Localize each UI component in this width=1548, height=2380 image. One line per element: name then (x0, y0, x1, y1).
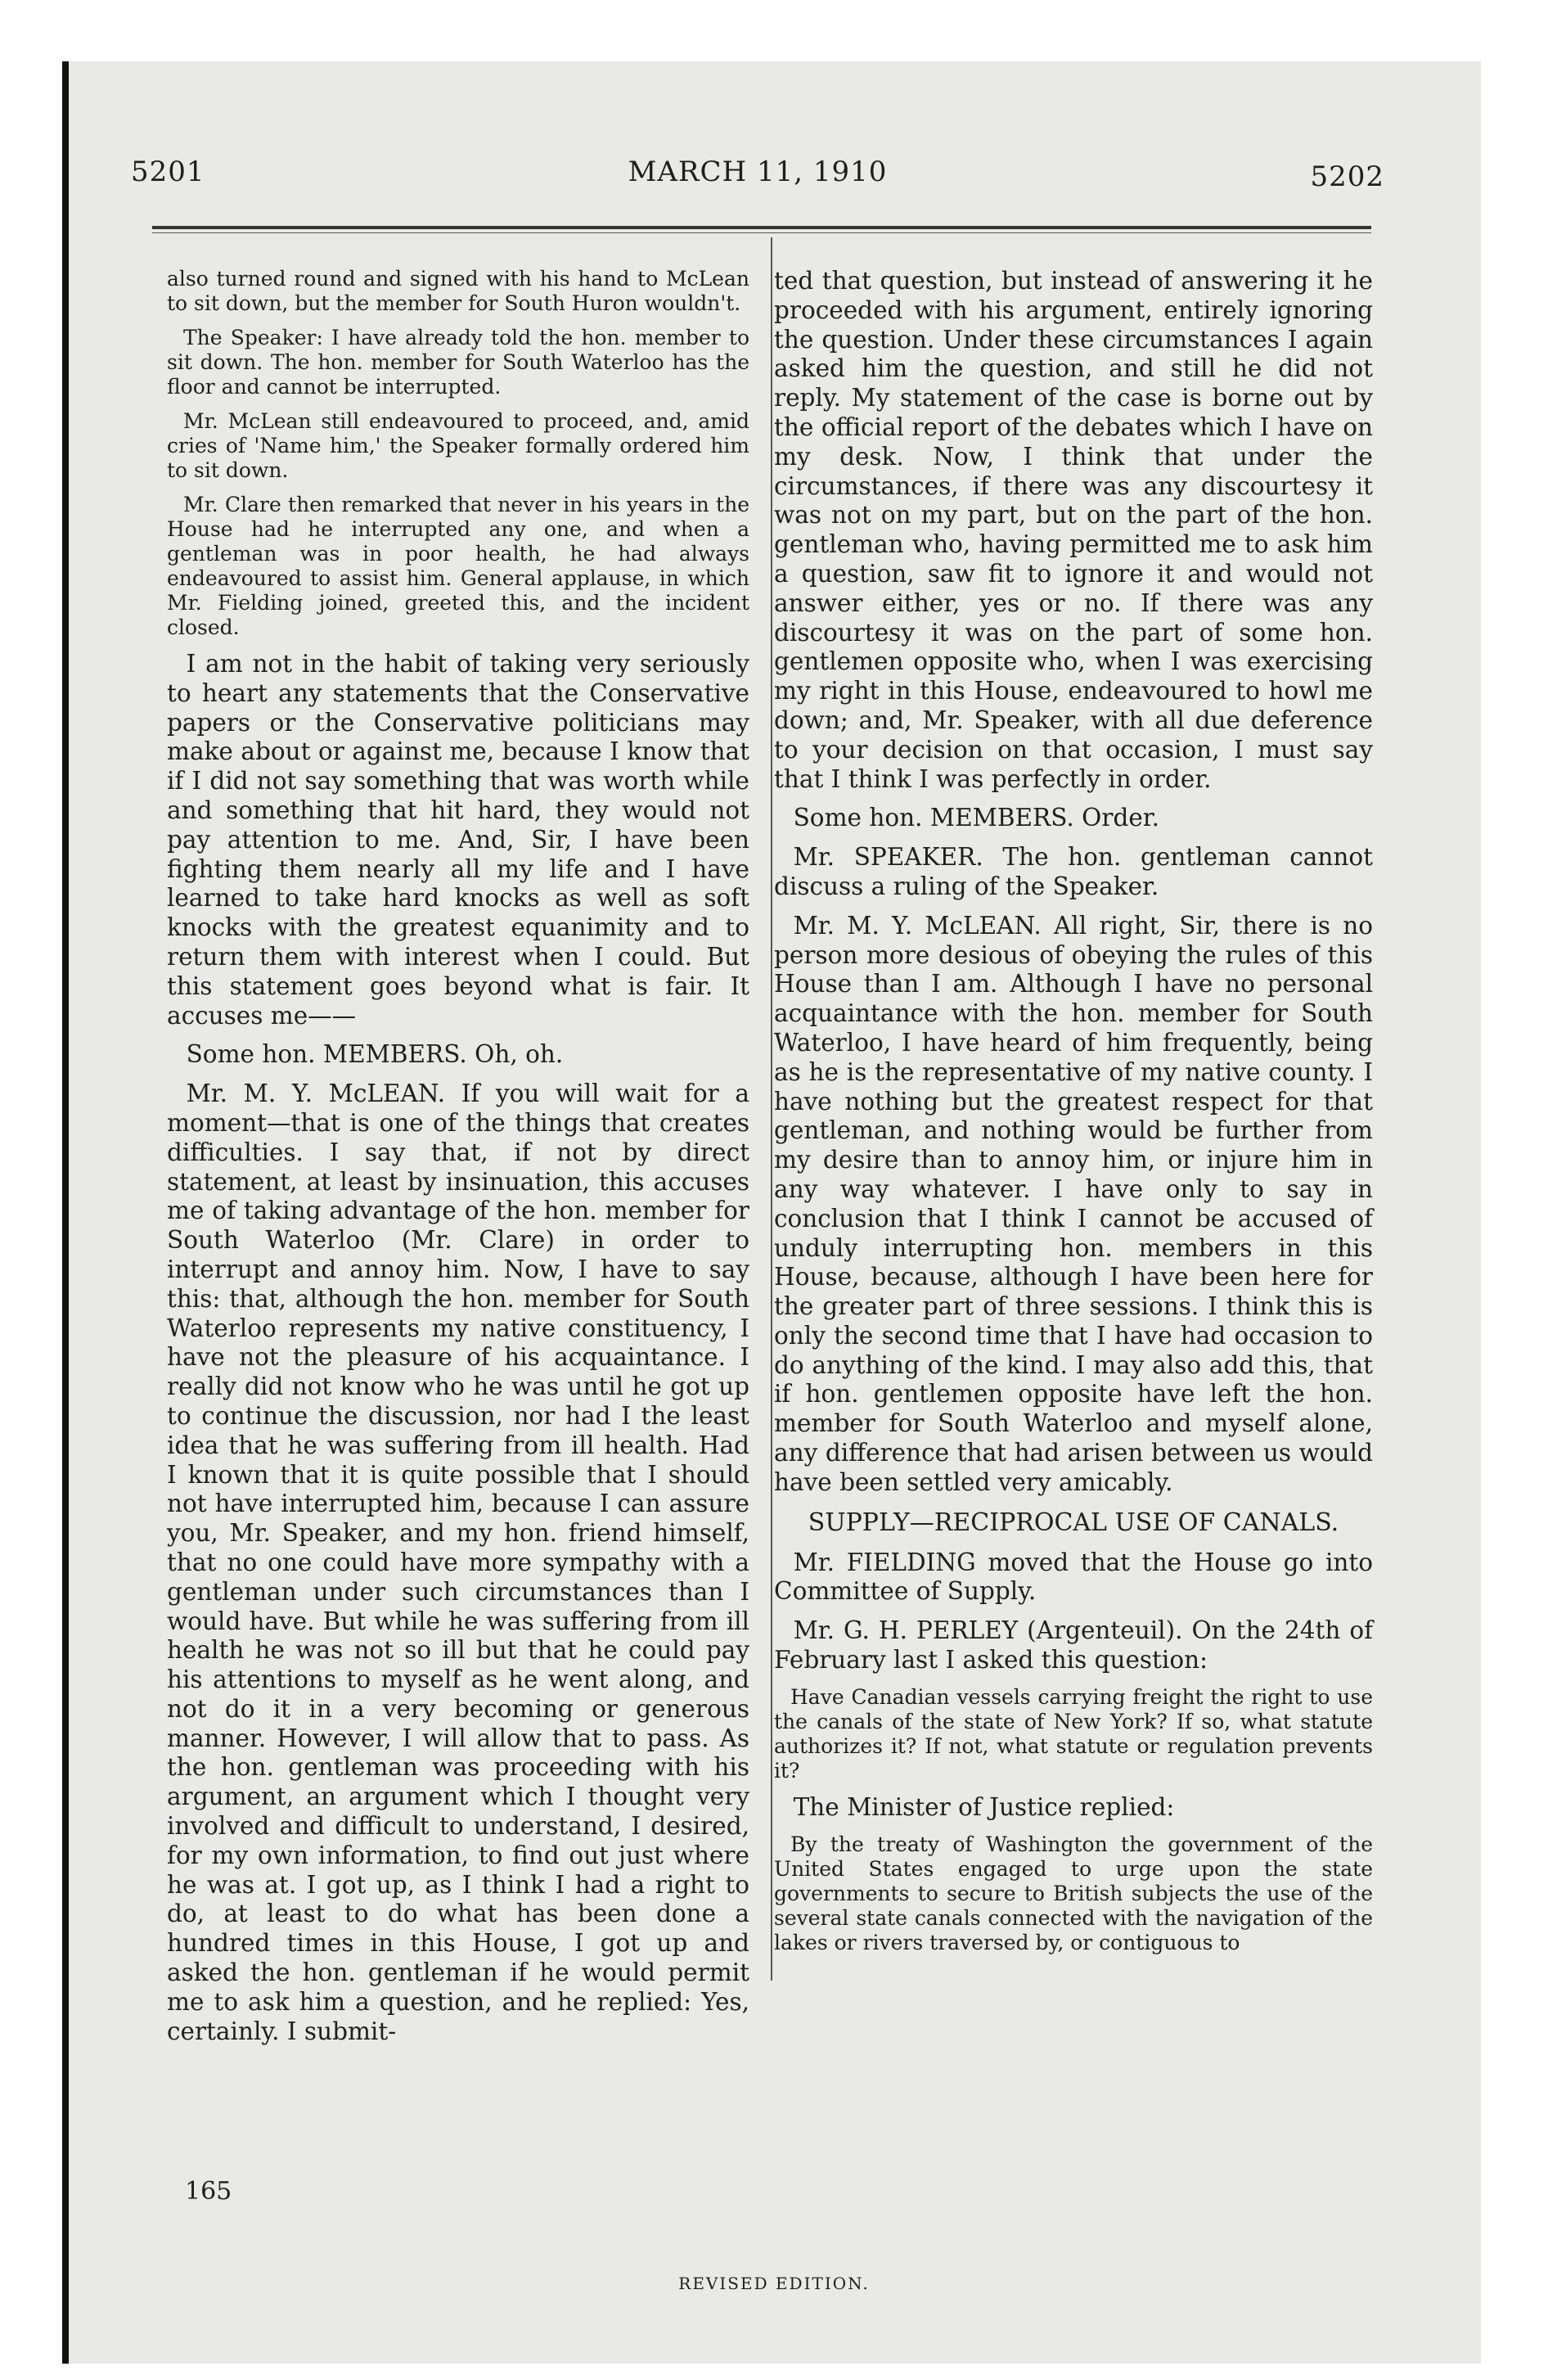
left-column (167, 267, 749, 2056)
footer-edition: REVISED EDITION. (678, 2274, 870, 2293)
paragraph: Mr. Clare then remarked that never in his years in the House had he interrupted any one, and when a gentleman was in poor health, he had always endeavoured to assist him. General applause, in which Mr. Fielding joined, greeted this, and the incident closed. (167, 493, 749, 639)
paragraph: ted that question, but instead of answering it he proceeded with his argument, entirely ignoring the question. Under these circumstances I again asked him the question, and still he did not reply. My statement of the case is borne out by the official report of the debates which I have on my desk. Now, I think that under the circumstances, if there was any discourtesy it was not on my part, but on the part of the hon. gentleman who, having permitted me to ask him a question, saw fit to ignore it and would not answer either, yes or no. If there was any discourtesy it was on the part of some hon. gentlemen opposite who, when I was exercising my right in this House, endeavoured to howl me down; and, Mr. Speaker, with all due deference to your decision on that occasion, I must say that I think I was perfectly in order. (774, 267, 1373, 793)
header-rule-thick (152, 226, 1371, 229)
paragraph: The Speaker: I have already told the hon. member to sit down. The hon. member for South Waterloo has the floor and cannot be interrupted. (167, 326, 749, 399)
paragraph: Mr. G. H. PERLEY (Argenteuil). On the 24th of February last I asked this question: (774, 1616, 1373, 1675)
scan-edge-strip (62, 61, 69, 2364)
left-page-number: 5201 (131, 156, 205, 188)
header-rule-thin (152, 232, 1371, 233)
right-column (774, 267, 1373, 1965)
paragraph: also turned round and signed with his hand to McLean to sit down, but the member for South Huron wouldn't. (167, 267, 749, 315)
page-header (131, 156, 1384, 196)
paragraph: Mr. SPEAKER. The hon. gentleman cannot discuss a ruling of the Speaker. (774, 843, 1373, 900)
paragraph: Mr. M. Y. McLEAN. All right, Sir, there is no person more desious of obeying the rules of this House than I am. Although I have no personal acquaintance with the hon. member for South Waterloo, I have heard of him frequently, being as he is the representative of my native county. I have nothing but the greatest respect for that gentleman, and nothing would be further from my desire than to annoy him, or injure him in any way whatever. I have only to say in conclusion that I think I cannot be accused of unduly interrupting hon. members in this House, because, although I have been here for the greater part of three sessions. I think this is only the second time that I have had occasion to do anything of the kind. I may also add this, that if hon. gentlemen opposite have left the hon. member for South Waterloo and myself alone, any difference that had arisen between us would have been settled very amicably. (774, 911, 1373, 1496)
paragraph: Some hon. MEMBERS. Order. (793, 804, 1160, 832)
paragraph: Some hon. MEMBERS. Oh, oh. (186, 1040, 564, 1069)
quoted-reply: By the treaty of Washington the government of the United States engaged to urge upon the state governments to secure to British subjects the use of the several state canals connected with the navigation of the lakes or rivers traversed by, or contiguous to (774, 1832, 1373, 1954)
paragraph: Mr. FIELDING moved that the House go into Committee of Supply. (774, 1548, 1373, 1606)
paragraph: The Minister of Justice replied: (793, 1792, 1175, 1821)
page-date: MARCH 11, 1910 (628, 156, 888, 188)
signature-folio: 165 (185, 2177, 232, 2206)
paragraph: Mr. McLean still endeavoured to proceed, and, amid cries of 'Name him,' the Speaker formally ordered him to sit down. (167, 409, 749, 482)
paragraph: Mr. M. Y. McLEAN. If you will wait for a moment—that is one of the things that creates difficulties. I say that, if not by direct statement, at least by insinuation, this accuses me of taking advantage of the hon. member for South Waterloo (Mr. Clare) in order to interrupt and annoy him. Now, I have to say this: that, although the hon. member for South Waterloo represents my native constituency, I have not the pleasure of his acquaintance. I really did not know who he was until he got up to continue the discussion, nor had I the least idea that he was suffering from ill health. Had I known that it is quite possible that I should not have interrupted him, because I can assure you, Mr. Speaker, and my hon. friend himself, that no one could have more sympathy with a gentleman under such circumstances than I would have. But while he was suffering from ill health he was not so ill but that he could pay his attentions to myself as he went along, and not do it in a very becoming or generous manner. However, I will allow that to pass. As the hon. gentleman was proceeding with his argument, an argument which I thought very involved and difficult to understand, I desired, for my own information, to find out just where he was at. I got up, as I think I had a right to do, at least to do what has been done a hundred times in this House, I got up and asked the hon. gentleman if he would permit me to ask him a question, and he replied: Yes, certainly. I submit- (167, 1080, 749, 2045)
right-page-number: 5202 (1310, 160, 1384, 193)
paragraph: I am not in the habit of taking very seriously to heart any statements that the Conservative papers or the Conservative politicians may make about or against me, because I know that if I did not say something that was worth while and something that hit hard, they would not pay attention to me. And, Sir, I have been fighting them nearly all my life and I have learned to take hard knocks as well as soft knocks with the greatest equanimity and to return them with interest when I could. But this statement goes beyond what is fair. It accuses me—— (167, 650, 749, 1030)
column-divider (771, 237, 772, 1981)
section-heading: SUPPLY—RECIPROCAL USE OF CANALS. (808, 1508, 1339, 1537)
quoted-question: Have Canadian vessels carrying freight the right to use the canals of the state of New York? If so, what statute authorizes it? If not, what statute or regulation prevents it? (774, 1684, 1373, 1783)
